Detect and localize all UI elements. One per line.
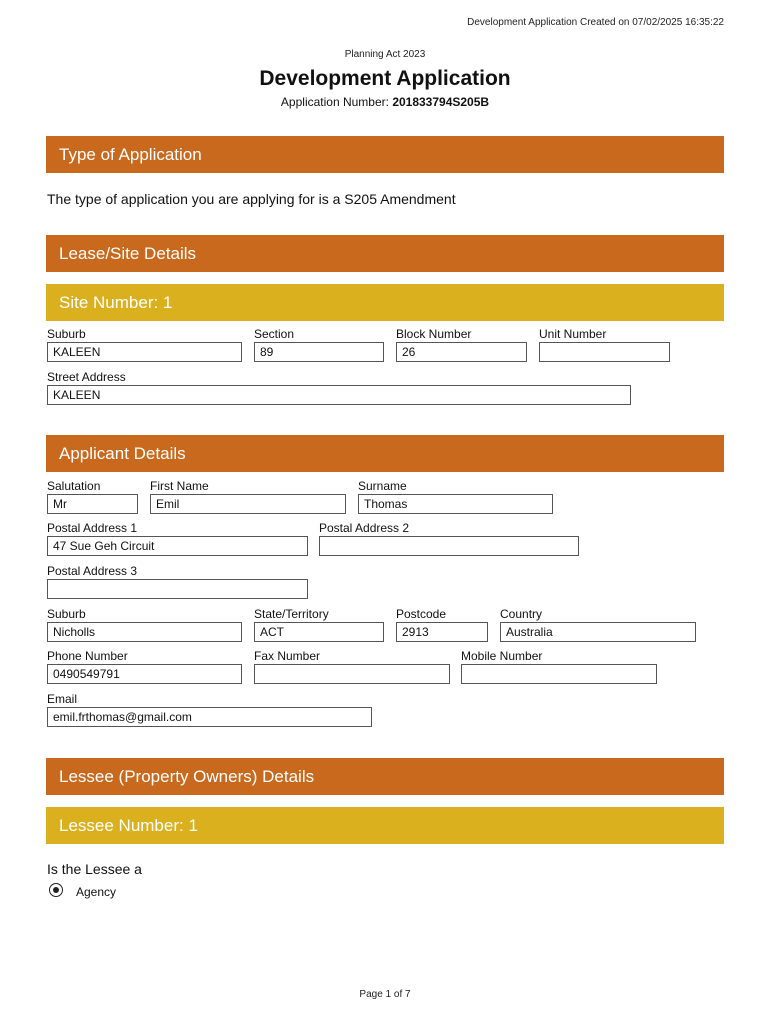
- postal-address-2-field[interactable]: [319, 536, 579, 556]
- unit-number-field[interactable]: [539, 342, 670, 362]
- postcode-label: Postcode: [396, 607, 447, 621]
- postal-address-1-field[interactable]: 47 Sue Geh Circuit: [47, 536, 308, 556]
- applicant-details-heading: Applicant Details: [46, 435, 724, 472]
- phone-number-field[interactable]: 0490549791: [47, 664, 242, 684]
- postal-address-3-label: Postal Address 3: [47, 564, 138, 578]
- country-field[interactable]: Australia: [500, 622, 696, 642]
- fax-number-label: Fax Number: [254, 649, 321, 663]
- lessee-details-heading: Lessee (Property Owners) Details: [46, 758, 724, 795]
- unit-number-label: Unit Number: [539, 327, 607, 341]
- first-name-field[interactable]: Emil: [150, 494, 346, 514]
- email-label: Email: [47, 692, 78, 706]
- page-title: Development Application: [259, 67, 511, 90]
- first-name-label: First Name: [150, 479, 209, 493]
- street-address-label: Street Address: [47, 370, 126, 384]
- site-number-heading: Site Number: 1: [46, 284, 724, 321]
- lessee-type-question: Is the Lessee a: [47, 861, 142, 877]
- mobile-number-label: Mobile Number: [461, 649, 543, 663]
- application-type-text: The type of application you are applying for is a S205 Amendment: [47, 191, 456, 207]
- application-number: [0, 95, 770, 109]
- phone-number-label: Phone Number: [47, 649, 128, 663]
- block-number-field[interactable]: 26: [396, 342, 527, 362]
- applicant-suburb-label: Suburb: [47, 607, 86, 621]
- postal-address-1-label: Postal Address 1: [47, 521, 138, 535]
- agency-radio[interactable]: [49, 883, 63, 897]
- street-address-field[interactable]: KALEEN: [47, 385, 631, 405]
- type-of-application-heading: Type of Application: [46, 136, 724, 173]
- agency-option-label: Agency: [76, 885, 117, 899]
- section-label: Section: [254, 327, 295, 341]
- surname-label: Surname: [358, 479, 407, 493]
- application-number-label: Application Number:: [280, 95, 393, 109]
- site-suburb-field[interactable]: KALEEN: [47, 342, 242, 362]
- fax-number-field[interactable]: [254, 664, 450, 684]
- surname-field[interactable]: Thomas: [358, 494, 553, 514]
- email-field[interactable]: emil.frthomas@gmail.com: [47, 707, 372, 727]
- country-label: Country: [500, 607, 543, 621]
- lease-site-heading: Lease/Site Details: [46, 235, 724, 272]
- section-field[interactable]: 89: [254, 342, 384, 362]
- postcode-field[interactable]: 2913: [396, 622, 488, 642]
- lessee-number-heading: Lessee Number: 1: [46, 807, 724, 844]
- block-number-label: Block Number: [396, 327, 472, 341]
- mobile-number-field[interactable]: [461, 664, 657, 684]
- created-timestamp: Development Application Created on 07/02/2025 16:35:22: [467, 17, 724, 28]
- state-territory-field[interactable]: ACT: [254, 622, 384, 642]
- salutation-field[interactable]: Mr: [47, 494, 138, 514]
- postal-address-2-label: Postal Address 2: [319, 521, 410, 535]
- page-number: Page 1 of 7: [359, 989, 411, 1000]
- postal-address-3-field[interactable]: [47, 579, 308, 599]
- application-number-value: 201833794S205B: [392, 95, 490, 109]
- act-name: Planning Act 2023: [344, 49, 426, 60]
- salutation-label: Salutation: [47, 479, 101, 493]
- state-territory-label: State/Territory: [254, 607, 329, 621]
- applicant-suburb-field[interactable]: Nicholls: [47, 622, 242, 642]
- site-suburb-label: Suburb: [47, 327, 86, 341]
